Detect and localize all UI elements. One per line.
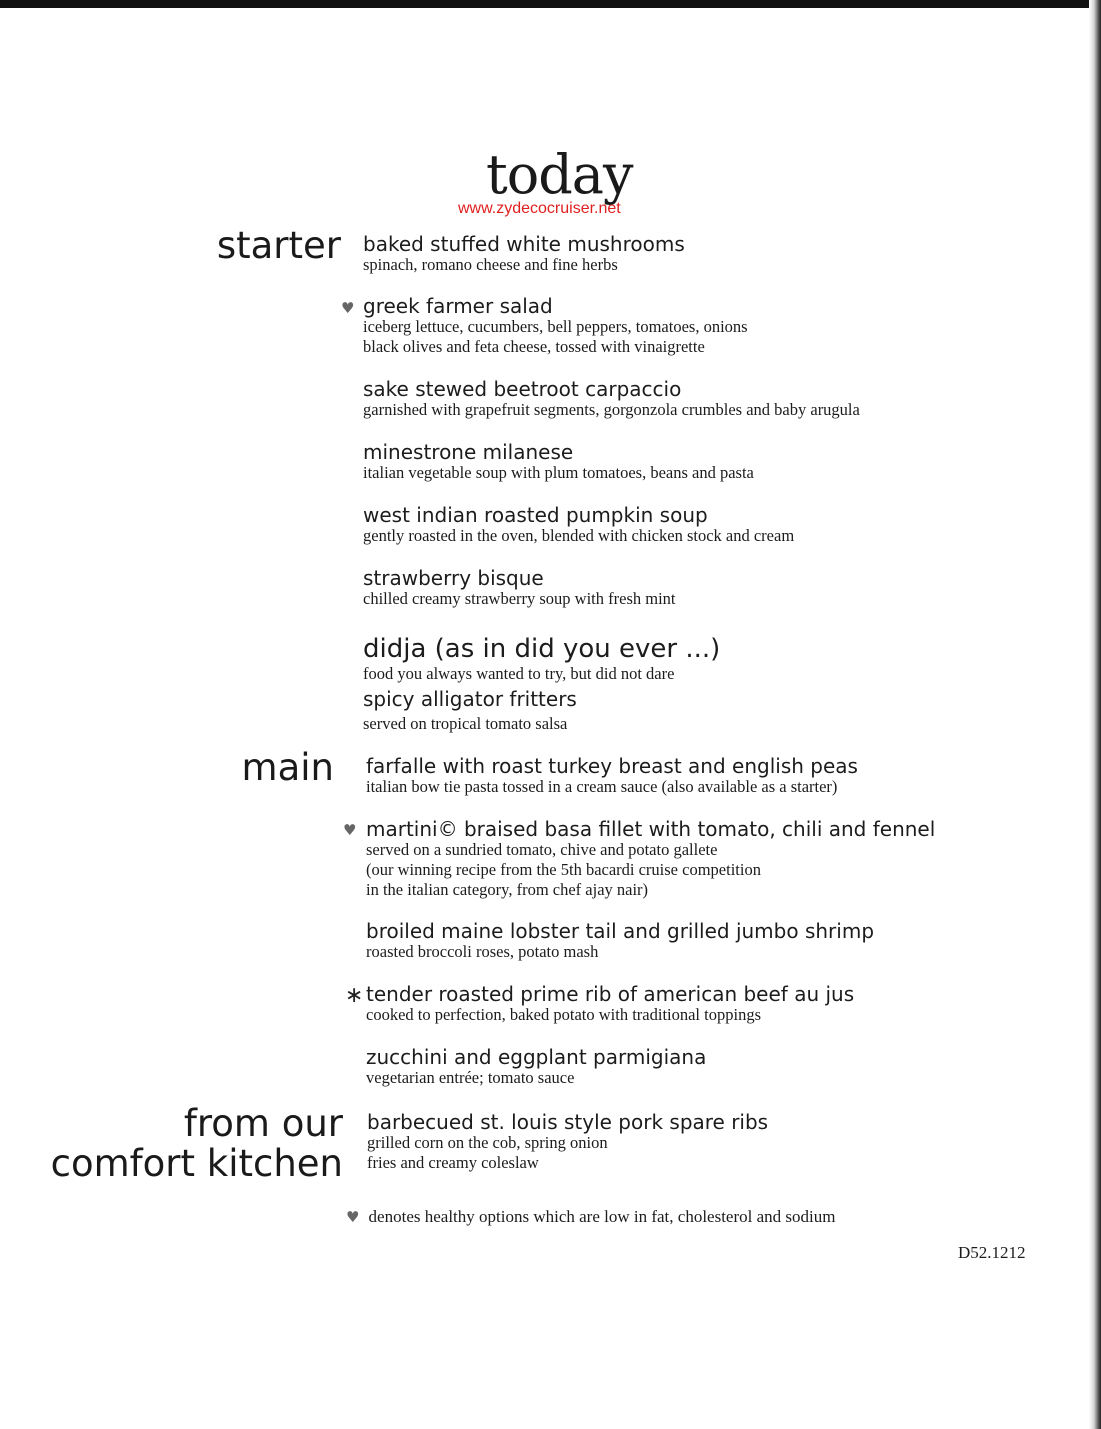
item-name: zucchini and eggplant parmigiana <box>366 1045 707 1069</box>
item-name: sake stewed beetroot carpaccio <box>363 377 682 401</box>
menu-item <box>366 983 854 1025</box>
menu-item <box>366 1046 706 1088</box>
item-description: italian vegetable soup with plum tomatoes, beans and pasta <box>363 463 754 482</box>
section-comfort-line1: from our <box>183 1102 343 1145</box>
item-description: food you always wanted to try, but did not dare <box>363 664 675 683</box>
menu-code: D52.1212 <box>958 1243 1026 1262</box>
section-comfort-line2: comfort kitchen <box>50 1142 343 1185</box>
heart-icon: ♥ <box>341 299 355 317</box>
menu-title: today <box>486 143 633 206</box>
menu-item <box>363 233 685 275</box>
section-main: main <box>241 746 334 789</box>
item-description: spinach, romano cheese and fine herbs <box>363 255 618 274</box>
item-name: greek farmer salad <box>363 294 553 318</box>
item-name: spicy alligator fritters <box>363 687 577 711</box>
heart-icon: ♥ <box>343 821 357 839</box>
watermark: www.zydecocruiser.net <box>458 200 621 217</box>
menu-item <box>363 688 577 734</box>
menu-item <box>363 378 860 420</box>
menu-item <box>363 295 748 357</box>
menu-item <box>366 755 858 797</box>
top-scan-edge <box>0 0 1101 8</box>
item-description: iceberg lettuce, cucumbers, bell peppers, tomatoes, onions black olives and feta cheese, tossed with vinaigrette <box>363 317 748 356</box>
item-name: strawberry bisque <box>363 566 544 590</box>
item-description: served on tropical tomato salsa <box>363 714 568 733</box>
item-description: vegetarian entrée; tomato sauce <box>366 1068 575 1087</box>
legend <box>346 1207 835 1227</box>
menu-item <box>366 818 935 900</box>
menu-item <box>363 567 676 609</box>
right-scan-edge <box>1089 0 1101 1429</box>
menu-item <box>366 920 874 962</box>
item-name: broiled maine lobster tail and grilled jumbo shrimp <box>366 919 875 943</box>
star-icon: ∗ <box>345 983 364 1008</box>
item-description: grilled corn on the cob, spring onion fries and creamy coleslaw <box>367 1133 608 1172</box>
item-description: roasted broccoli roses, potato mash <box>366 942 599 961</box>
item-name: martini© braised basa fillet with tomato, chili and fennel <box>366 817 936 841</box>
menu-item-didja <box>363 634 720 684</box>
section-starter: starter <box>216 224 341 267</box>
item-name: west indian roasted pumpkin soup <box>363 503 708 527</box>
item-description: gently roasted in the oven, blended with chicken stock and cream <box>363 526 795 545</box>
item-name: baked stuffed white mushrooms <box>363 232 685 256</box>
item-name: tender roasted prime rib of american beef au jus <box>366 982 855 1006</box>
item-name: minestrone milanese <box>363 440 574 464</box>
menu-item <box>367 1111 768 1173</box>
item-description: served on a sundried tomato, chive and potato gallete (our winning recipe from the 5th bacardi cruise competition in the italian category, from chef ajay nair) <box>366 840 761 899</box>
item-description: cooked to perfection, baked potato with traditional toppings <box>366 1005 761 1024</box>
item-name: farfalle with roast turkey breast and english peas <box>366 754 858 778</box>
item-description: chilled creamy strawberry soup with fresh mint <box>363 589 676 608</box>
heart-icon: ♥ <box>346 1208 360 1226</box>
item-description: garnished with grapefruit segments, gorgonzola crumbles and baby arugula <box>363 400 860 419</box>
item-description: italian bow tie pasta tossed in a cream sauce (also available as a starter) <box>366 777 838 796</box>
item-name: didja (as in did you ever ...) <box>363 634 721 664</box>
menu-item <box>363 441 754 483</box>
legend-text: denotes healthy options which are low in fat, cholesterol and sodium <box>368 1207 836 1226</box>
item-name: barbecued st. louis style pork spare ribs <box>367 1110 769 1134</box>
menu-item <box>363 504 794 546</box>
